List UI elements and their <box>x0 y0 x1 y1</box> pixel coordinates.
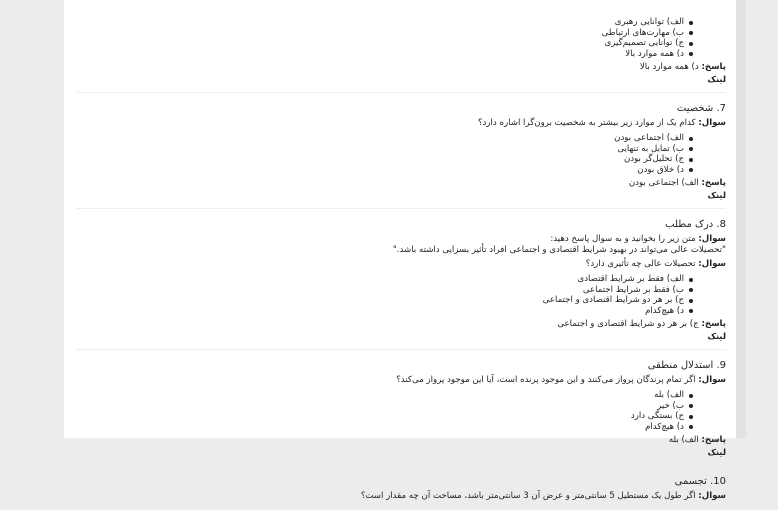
intro-text: متن زیر را بخوانید و به سوال پاسخ دهید: <box>550 234 696 244</box>
question-line <box>76 375 726 386</box>
option: الف) اجتماعی بودن <box>76 133 684 144</box>
answer-text: ج) بر هر دو شرایط اقتصادی و اجتماعی <box>557 319 699 329</box>
question-text: اگر تمام پرندگان پرواز می‌کنند و این موجود پرنده است، آیا این موجود پرواز می‌کند؟ <box>396 375 696 385</box>
link[interactable]: لینک <box>707 190 726 200</box>
item-title: 10. تجسمی <box>674 476 726 487</box>
question-label: سوال: <box>698 491 726 501</box>
divider <box>76 208 726 209</box>
option: ب) خیر <box>76 401 684 412</box>
option: د) همه موارد بالا <box>76 49 684 60</box>
answer-text: د) همه موارد بالا <box>639 62 699 72</box>
question-label: سوال: <box>698 118 726 128</box>
option: ب) فقط بر شرایط اجتماعی <box>76 285 684 296</box>
intro-line <box>76 234 726 245</box>
item-title: 7. شخصیت <box>676 103 726 114</box>
item-title: 9. استدلال منطقی <box>647 360 726 371</box>
option: د) هیچ‌کدام <box>76 422 684 433</box>
answer-label: پاسخ: <box>701 319 726 329</box>
answer-line <box>76 178 726 189</box>
document-page <box>64 0 736 501</box>
quiz-item-7 <box>76 95 726 206</box>
option: ج) بستگی دارد <box>76 411 684 422</box>
answer-line <box>76 435 726 446</box>
divider <box>76 92 726 93</box>
answer-line <box>76 62 726 73</box>
question-text: تحصیلات عالی چه تأثیری دارد؟ <box>585 259 696 269</box>
options-list <box>76 390 726 432</box>
quiz-item-10 <box>76 468 726 510</box>
option: ج) بر هر دو شرایط اقتصادی و اجتماعی <box>76 295 684 306</box>
option: ب) مهارت‌های ارتباطی <box>76 28 684 39</box>
answer-text: الف) بله <box>668 435 699 445</box>
question-line <box>76 259 726 270</box>
answer-label: پاسخ: <box>701 435 726 445</box>
link[interactable]: لینک <box>707 331 726 341</box>
option: د) خلاق بودن <box>76 165 684 176</box>
quiz-item-8 <box>76 211 726 347</box>
options-list <box>76 17 726 59</box>
link[interactable]: لینک <box>707 447 726 457</box>
scrollbar[interactable] <box>736 0 746 438</box>
question-text: کدام یک از موارد زیر بیشتر به شخصیت برون‌گرا اشاره دارد؟ <box>477 118 696 128</box>
item-title: 8. درک مطلب <box>665 219 726 230</box>
options-list <box>76 274 726 316</box>
option: الف) بله <box>76 390 684 401</box>
divider <box>76 465 726 466</box>
option: د) هیچ‌کدام <box>76 306 684 317</box>
option: الف) توانایی رهبری <box>76 17 684 28</box>
option: ب) تمایل به تنهایی <box>76 144 684 155</box>
passage-text: "تحصیلات عالی می‌تواند در بهبود شرایط اقتصادی و اجتماعی افراد تأثیر بسزایی داشته باشد." <box>392 245 726 255</box>
quiz-content <box>64 0 736 510</box>
option: الف) فقط بر شرایط اقتصادی <box>76 274 684 285</box>
quiz-item-6 <box>76 0 726 90</box>
answer-line <box>76 319 726 330</box>
answer-label: پاسخ: <box>701 62 726 72</box>
options-list <box>76 133 726 175</box>
link[interactable]: لینک <box>707 74 726 84</box>
answer-label: پاسخ: <box>701 178 726 188</box>
question-line <box>76 491 726 502</box>
question-label: سوال: <box>698 259 726 269</box>
option: ج) تحلیل‌گر بودن <box>76 154 684 165</box>
question-text: اگر طول یک مستطیل 5 سانتی‌متر و عرض آن 3 سانتی‌متر باشد، مساحت آن چه مقدار است؟ <box>360 491 696 501</box>
answer-text: الف) اجتماعی بودن <box>628 178 699 188</box>
divider <box>76 349 726 350</box>
question-label: سوال: <box>698 375 726 385</box>
quiz-item-9 <box>76 352 726 463</box>
option: ج) توانایی تصمیم‌گیری <box>76 38 684 49</box>
question-label: سوال: <box>698 234 726 244</box>
question-line <box>76 118 726 129</box>
